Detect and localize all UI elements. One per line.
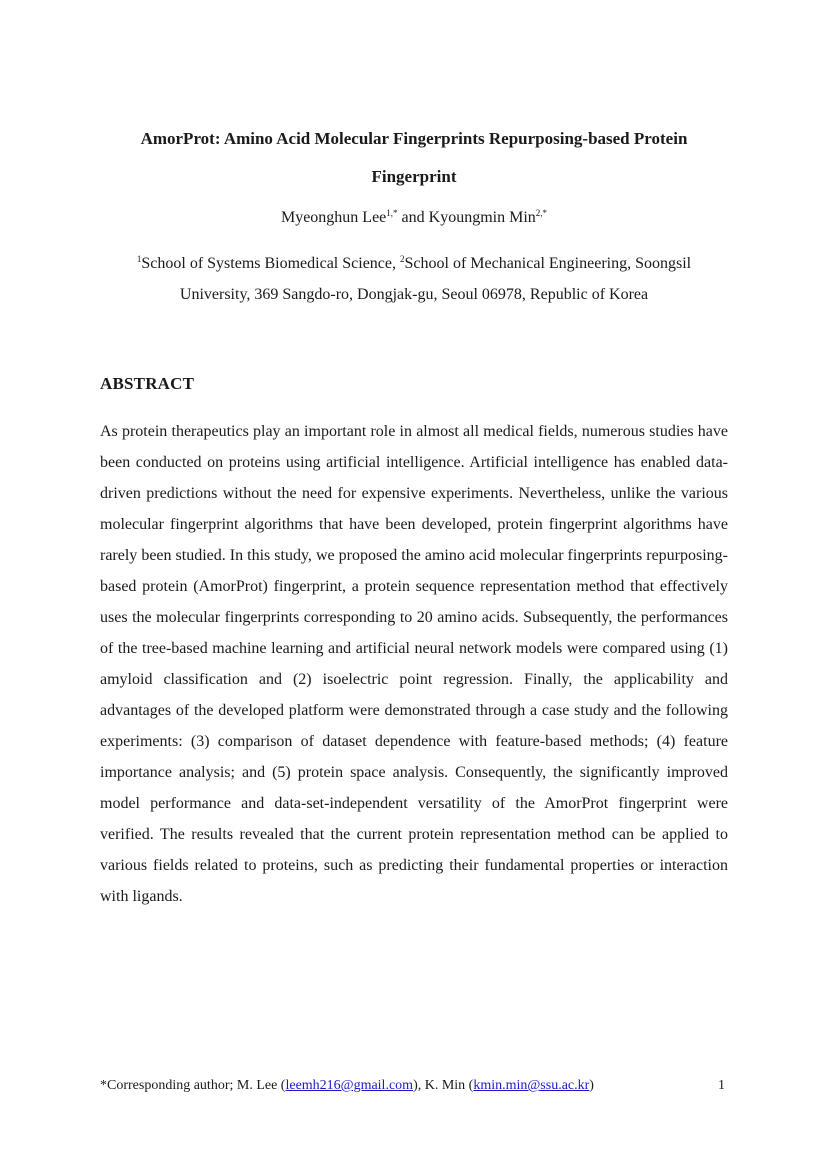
- author-name: Kyoungmin Min: [428, 209, 536, 226]
- author-list: [100, 207, 728, 229]
- email-link[interactable]: kmin.min@ssu.ac.kr: [473, 1078, 590, 1093]
- author-joiner: and: [397, 209, 429, 226]
- affiliation-text: School of Mechanical Engineering, Soongsil University, 369 Sangdo-ro, Dongjak-gu, Seoul 06978, Republic of Korea: [179, 255, 692, 303]
- corresponding-author-footnote: [100, 1077, 594, 1095]
- affiliation-marker: 2: [400, 254, 405, 264]
- author-affiliation-marker: 1,*: [386, 208, 398, 218]
- page-number: 1: [718, 1078, 725, 1093]
- author-affiliation-marker: 2,*: [535, 208, 548, 218]
- abstract-body: As protein therapeutics play an important role in almost all medical fields, numerous studies have been conducted on proteins using artificial intelligence. Artificial intelligence has enabled data-driven predictions without the need for expensive experiments. Nevertheless, unlike the various molecular fingerprint algorithms that have been developed, protein fingerprint algorithms have rarely been studied. In this study, we proposed the amino acid molecular fingerprints repurposing-based protein (AmorProt) fingerprint, a protein sequence representation method that effectively uses the molecular fingerprints corresponding to 20 amino acids. Subsequently, the performances of the tree-based machine learning and artificial neural network models were compared using (1) amyloid classification and (2) isoelectric point regression. Finally, the applicability and advantages of the developed platform were demonstrated through a case study and the following experiments: (3) comparison of dataset dependence with feature-based methods; (4) feature importance analysis; and (5) protein space analysis. Consequently, the significantly improved model performance and data-set-independent versatility of the AmorProt fingerprint were verified. The results revealed that the current protein representation method can be applied to various fields related to proteins, such as predicting their fundamental properties or interaction with ligands.: [100, 423, 728, 905]
- email-link[interactable]: leemh216@gmail.com: [285, 1078, 414, 1093]
- affiliation-text: School of Systems Biomedical Science,: [141, 255, 400, 272]
- author-name: Myeonghun Lee: [280, 209, 387, 226]
- abstract-heading: ABSTRACT: [100, 374, 195, 393]
- footnote-text: ), K. Min (: [413, 1078, 474, 1093]
- paper-title: AmorProt: Amino Acid Molecular Fingerprints Repurposing-based Protein Fingerprint: [140, 129, 688, 186]
- footnote-text: ): [589, 1078, 594, 1093]
- footnote-text: *Corresponding author; M. Lee (: [100, 1078, 286, 1093]
- affiliation: [100, 248, 728, 310]
- affiliation-marker: 1: [136, 254, 142, 264]
